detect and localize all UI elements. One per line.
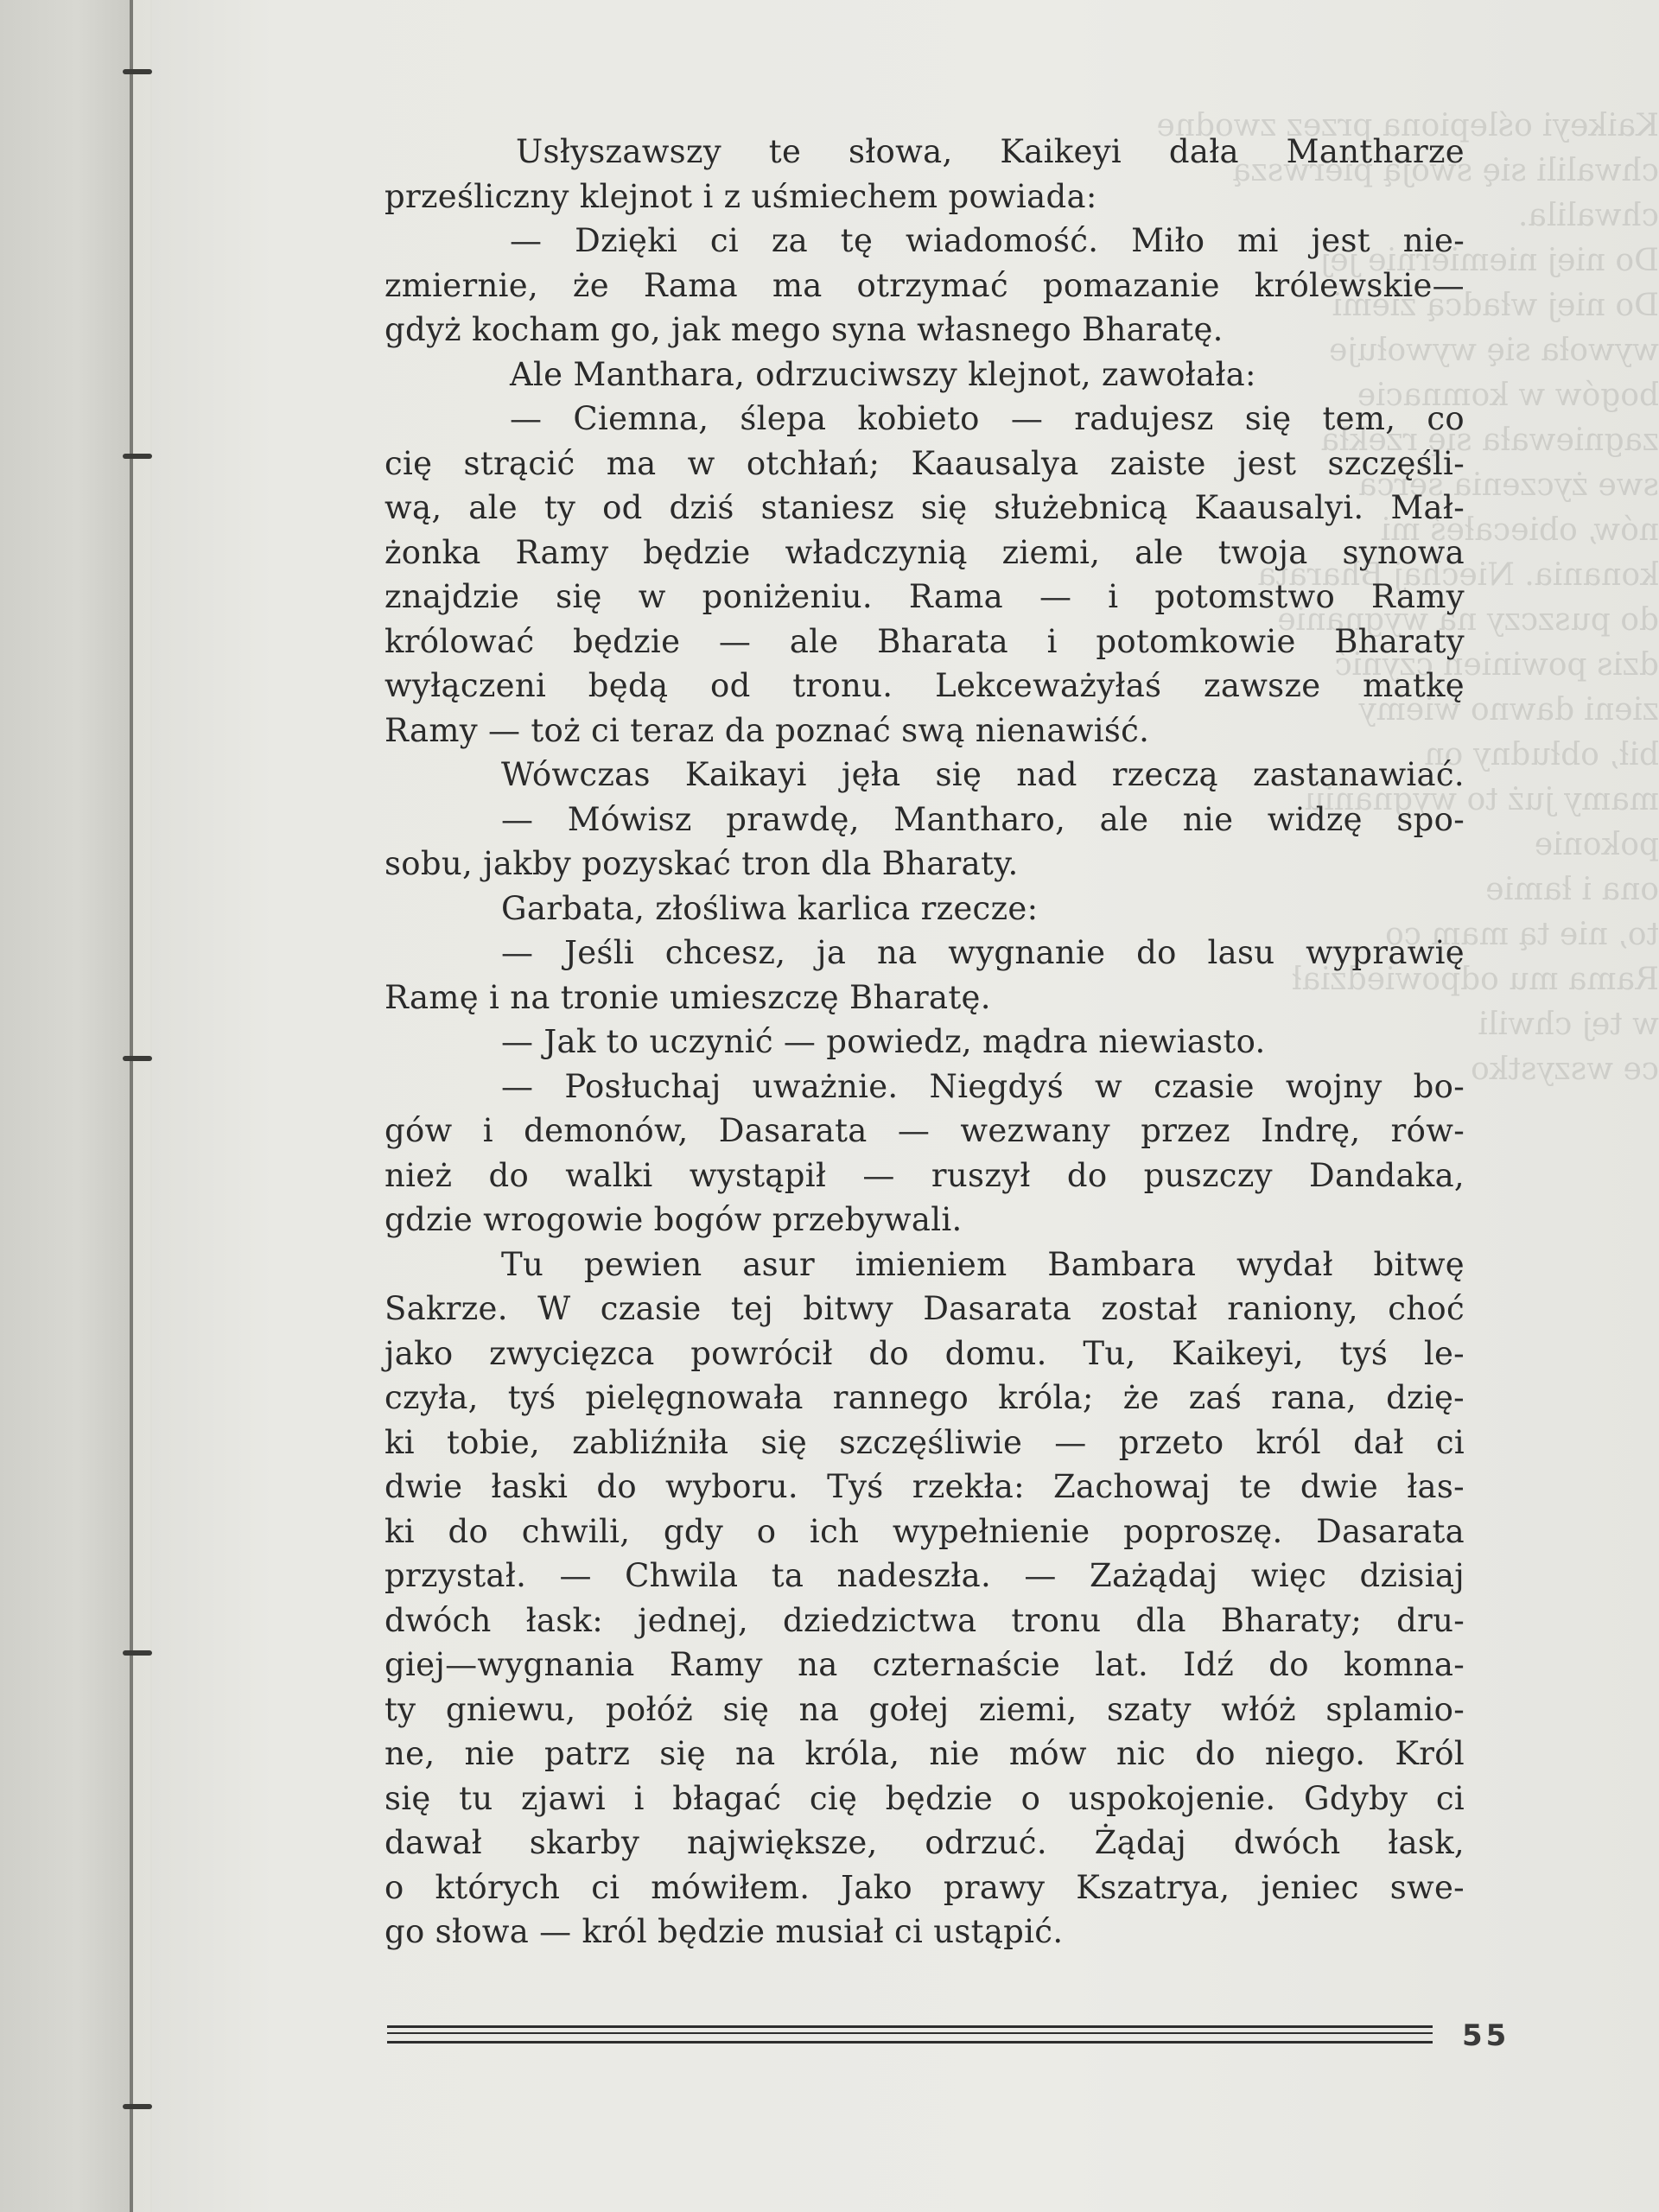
text-line: dawał skarby największe, odrzuć. Żądaj dwóch łask, bbox=[385, 1824, 1465, 1861]
footer-rule bbox=[387, 2041, 1433, 2044]
text-line: — Jeśli chcesz, ja na wygnanie do lasu wyprawię bbox=[501, 934, 1465, 971]
text-line: ty gniewu, połóż się na gołej ziemi, szaty włóż splamio- bbox=[385, 1690, 1465, 1728]
book-spine bbox=[130, 0, 133, 2212]
text-line: — Posłuchaj uważnie. Niegdyś w czasie wojny bo- bbox=[501, 1067, 1465, 1105]
binding-stitch bbox=[123, 2104, 152, 2109]
page-number: 55 bbox=[1462, 2018, 1510, 2053]
text-line: wyłączeni będą od tronu. Lekceważyłaś zawsze matkę bbox=[385, 667, 1465, 704]
text-line: — Ciemna, ślepa kobieto — radujesz się tem, co bbox=[510, 400, 1465, 437]
page-footer bbox=[387, 2018, 1510, 2055]
text-line: Usłyszawszy te słowa, Kaikeyi dała Mantharze bbox=[516, 133, 1465, 170]
text-line: nież do walki wystąpił — ruszył do puszczy Dandaka, bbox=[385, 1156, 1465, 1194]
text-line: znajdzie się w poniżeniu. Rama — i potomstwo Ramy bbox=[385, 578, 1465, 615]
binding-stitch bbox=[123, 1056, 152, 1061]
body-text bbox=[385, 130, 1465, 1955]
text-line: zmiernie, że Rama ma otrzymać pomazanie królewskie— bbox=[385, 266, 1465, 304]
text-line: dwie łaski do wyboru. Tyś rzekła: Zachowaj te dwie łas- bbox=[385, 1468, 1465, 1505]
text-line: ne, nie patrz się na króla, nie mów nic do niego. Król bbox=[385, 1735, 1465, 1772]
text-line: czyła, tyś pielęgnowała rannego króla; że zaś rana, dzię- bbox=[385, 1379, 1465, 1416]
text-line: gów i demonów, Dasarata — wezwany przez Indrę, rów- bbox=[385, 1112, 1465, 1149]
text-line: gdyż kocham go, jak mego syna własnego Bharatę. bbox=[385, 311, 1224, 348]
text-line: — Jak to uczynić — powiedz, mądra niewiasto. bbox=[501, 1023, 1266, 1060]
text-line: królować będzie — ale Bharata i potomkowie Bharaty bbox=[385, 622, 1465, 660]
text-line: o których ci mówiłem. Jako prawy Kszatrya, jeniec swe- bbox=[385, 1868, 1465, 1906]
binding-stitch bbox=[123, 69, 152, 74]
text-line: Ale Manthara, odrzuciwszy klejnot, zawołała: bbox=[510, 355, 1256, 393]
binding-stitch bbox=[123, 1650, 152, 1656]
text-line: ki do chwili, gdy o ich wypełnienie poproszę. Dasarata bbox=[385, 1512, 1465, 1550]
text-line: się tu zjawi i błagać cię będzie o uspokojenie. Gdyby ci bbox=[385, 1779, 1465, 1817]
text-line: ki tobie, zabliźniła się szczęśliwie — przeto król dał ci bbox=[385, 1423, 1465, 1461]
text-line: Ramy — toż ci teraz da poznać swą nienawiść. bbox=[385, 711, 1150, 749]
text-line: Tu pewien asur imieniem Bambara wydał bitwę bbox=[501, 1245, 1465, 1283]
binding-stitch bbox=[123, 454, 152, 459]
text-line: Sakrze. W czasie tej bitwy Dasarata został raniony, choć bbox=[385, 1290, 1465, 1327]
text-line: gdzie wrogowie bogów przebywali. bbox=[385, 1201, 963, 1238]
footer-rule bbox=[387, 2032, 1433, 2034]
text-line: jako zwycięzca powrócił do domu. Tu, Kaikeyi, tyś le- bbox=[385, 1334, 1465, 1372]
left-page-edge bbox=[0, 0, 131, 2212]
text-line: sobu, jakby pozyskać tron dla Bharaty. bbox=[385, 845, 1019, 882]
footer-rule bbox=[387, 2025, 1433, 2028]
text-line: giej—wygnania Ramy na czternaście lat. Idź do komna- bbox=[385, 1646, 1465, 1683]
text-line: dwóch łask: jednej, dziedzictwa tronu dla Bharaty; dru- bbox=[385, 1601, 1465, 1639]
show-through-text: Kaikeyi oślepiona przez zwodne chwalili się swoją pierwszą chwalila. Do niej niemiernie jej Do niej władcą ziemi wywoła się wywołuje bogów w komnacie zagniewała się rzekła swe życzenia serca nów, obiecałeś mi konania. Niechaj Bharata do puszczy na wygnanie dzis powinien czynić zieni dawno wiemy bił, obłudny on mamy już to wygnaniu pokonie ona i łamie to, nie tą mam co Rama mu odpowiedział w tej chwili ce wszystko bbox=[1156, 108, 1659, 1087]
text-line: żonka Ramy będzie władczynią ziemi, ale twoja synowa bbox=[385, 533, 1465, 571]
text-line: cię strącić ma w otchłań; Kaausalya zaiste jest szczęśli- bbox=[385, 444, 1465, 482]
text-line: Garbata, złośliwa karlica rzecze: bbox=[501, 889, 1039, 927]
text-line: — Mówisz prawdę, Mantharo, ale nie widzę spo- bbox=[501, 800, 1465, 838]
text-line: — Dzięki ci za tę wiadomość. Miło mi jest nie- bbox=[510, 222, 1465, 259]
text-line: prześliczny klejnot i z uśmiechem powiada: bbox=[385, 177, 1097, 215]
text-line: go słowa — król będzie musiał ci ustąpić. bbox=[385, 1913, 1064, 1950]
text-line: Ramę i na tronie umieszczę Bharatę. bbox=[385, 978, 991, 1016]
text-line: Wówczas Kaikayi jęła się nad rzeczą zastanawiać. bbox=[501, 756, 1465, 793]
text-line: przystał. — Chwila ta nadeszła. — Zażądaj więc dzisiaj bbox=[385, 1557, 1465, 1594]
text-line: wą, ale ty od dziś staniesz się służebnicą Kaausalyi. Mał- bbox=[385, 489, 1465, 526]
